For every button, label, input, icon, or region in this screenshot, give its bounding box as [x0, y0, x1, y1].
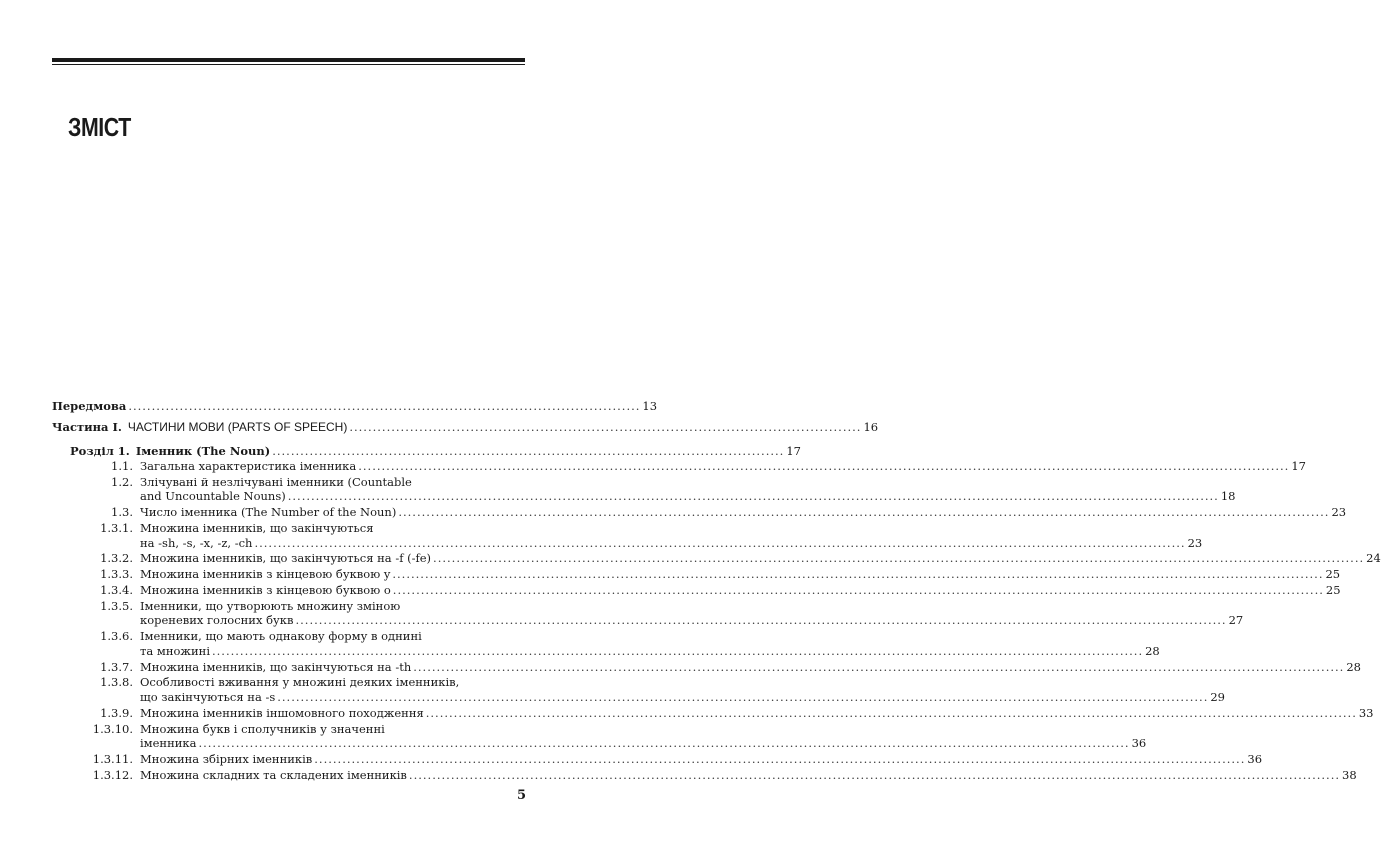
toc-page-number: 16 — [863, 420, 879, 434]
toc-entry-line[interactable] — [0, 752, 1263, 767]
toc-entry-text: та множині — [140, 643, 210, 658]
toc-entry-text: Злічувані й незлічувані іменники (Countable — [140, 474, 412, 489]
dot-leader: ........................................................................................................................................................................................................ — [392, 583, 1324, 597]
toc-entry-line[interactable] — [0, 489, 1236, 504]
toc-part-number: Частина I. — [52, 420, 122, 434]
dot-leader: .............................................................................................................. — [272, 444, 785, 458]
dot-leader: ........................................................................................................................................................................................................ — [398, 505, 1330, 520]
toc-entry-text: and Uncountable Nouns) — [140, 489, 286, 504]
dot-leader: ........................................................................................................................................................................................................ — [408, 767, 1341, 782]
toc-page-number: 28 — [1346, 659, 1361, 674]
toc-entry-line[interactable] — [0, 736, 1147, 751]
toc-page-number: 13 — [642, 399, 658, 413]
dot-leader: ........................................................................................................................................................................................................ — [413, 659, 1345, 674]
toc-entry-part1[interactable] — [0, 420, 879, 435]
toc-page-number: 28 — [1145, 643, 1160, 658]
toc-page-number: 17 — [786, 444, 801, 458]
toc-entry-text: Множина збірних іменників — [140, 752, 313, 766]
toc-entry-text: Множина іменників, що закінчуються на -f (-fe) — [140, 551, 432, 566]
toc-page-number: 17 — [1291, 459, 1306, 473]
toc-entry-line[interactable] — [0, 567, 1341, 582]
toc-entry-number: 1.1. — [111, 459, 133, 473]
toc-entry-line[interactable] — [0, 475, 600, 490]
dot-leader: ........................................................................................................................................................................................................ — [314, 752, 1246, 766]
toc-entry-number: 1.3.3. — [100, 567, 133, 582]
toc-entry-preface[interactable] — [0, 399, 658, 414]
dot-leader: ........................................................................................................................................................................................................ — [392, 567, 1324, 582]
page-title: ЗМІСТ — [68, 112, 131, 142]
toc-page-number: 27 — [1228, 613, 1244, 628]
toc-entry-line[interactable] — [0, 599, 600, 614]
dot-leader: ........................................................................................................................................................................................................ — [212, 643, 1144, 658]
toc-entry-line[interactable] — [0, 459, 1306, 474]
toc-entry-line[interactable] — [0, 722, 600, 737]
toc-entry-text: на -sh, -s, -x, -z, -ch — [140, 535, 253, 550]
dot-leader: .............................................................................................................. — [128, 399, 641, 413]
toc-entry-section1[interactable] — [0, 444, 801, 459]
toc-entry-number: 1.3. — [111, 505, 133, 520]
toc-entry-number: 1.2. — [111, 474, 133, 489]
toc-entry-number: 1.3.9. — [100, 705, 133, 720]
dot-leader: ........................................................................................................................................................................................................ — [198, 736, 1130, 751]
toc-page-number: 23 — [1187, 535, 1203, 550]
toc-entry-line[interactable] — [0, 551, 1381, 566]
toc-entry-line[interactable] — [0, 705, 1374, 721]
toc-page-number: 23 — [1331, 505, 1347, 520]
toc-entry-number: 1.3.6. — [100, 629, 133, 644]
toc-page-number: 25 — [1325, 567, 1341, 582]
dot-leader: ........................................................................................................................................................................................................ — [254, 535, 1186, 550]
toc-entry-line[interactable] — [0, 643, 1160, 659]
toc-entry-text: Множина складних та складених іменників — [140, 767, 407, 782]
toc-entry-line[interactable] — [0, 767, 1357, 783]
toc-entry-line[interactable] — [0, 521, 600, 536]
header-rule-thin — [52, 64, 525, 65]
toc-entry-text: Число іменника (The Number of the Noun) — [140, 505, 397, 520]
toc-page-number: 29 — [1210, 690, 1225, 704]
toc-entry-number: 1.3.1. — [100, 521, 133, 535]
toc-entry-number: 1.3.5. — [100, 598, 133, 613]
toc-entry-number: 1.3.4. — [100, 583, 133, 597]
toc-page-number: 33 — [1358, 705, 1374, 720]
toc-entry-text: що закінчуються на -s — [140, 690, 276, 704]
toc-entry-text: Множина букв і сполучників у значенні — [140, 721, 385, 736]
toc-page-number: 25 — [1325, 583, 1341, 597]
dot-leader: ........................................................................................................................................................................................................ — [277, 690, 1209, 704]
toc-entry-line[interactable] — [0, 659, 1361, 675]
toc-page-number: 36 — [1131, 736, 1147, 751]
toc-entry-text: кореневих голосних букв — [140, 613, 294, 628]
toc-entry-line[interactable] — [0, 505, 1347, 520]
toc-entry-text: Іменник (The Noun) — [135, 444, 271, 458]
toc-entry-line[interactable] — [0, 690, 1225, 705]
toc-entry-text: Передмова — [52, 399, 127, 413]
dot-leader: ........................................................................................................................................................................................................ — [287, 489, 1219, 504]
toc-entry-text: Множина іменників, що закінчуються — [140, 521, 374, 535]
toc-entry-line[interactable] — [0, 629, 600, 644]
toc-entry-number: 1.3.8. — [100, 675, 133, 690]
toc-page-number: 24 — [1366, 551, 1381, 566]
dot-leader: .............................................................................................................. — [349, 420, 862, 434]
dot-leader: ........................................................................................................................................................................................................ — [433, 551, 1365, 566]
toc-entry-number: 1.3.2. — [100, 551, 133, 566]
toc-entry-text: іменника — [140, 736, 197, 751]
dot-leader: ........................................................................................................................................................................................................ — [425, 705, 1357, 720]
toc-entry-text: Іменники, що мають однакову форму в однині — [140, 629, 422, 644]
toc-entry-text: Іменники, що утворюють множину зміною — [140, 598, 401, 613]
toc-entry-text: Множина іменників, що закінчуються на -th — [140, 659, 412, 674]
toc-entry-number: 1.3.7. — [100, 659, 133, 674]
toc-entry-text: Особливості вживання у множині деяких іменників, — [140, 675, 460, 690]
toc-entry-text: ЧАСТИНИ МОВИ (PARTS OF SPEECH) — [127, 420, 348, 434]
toc-page-number: 36 — [1247, 752, 1263, 766]
toc-entry-number: 1.3.11. — [92, 752, 133, 766]
toc-entry-number: 1.3.10. — [92, 721, 133, 736]
toc-section-number: Розділ 1. — [70, 444, 130, 458]
toc-entry-number: 1.3.12. — [92, 767, 133, 782]
toc-entry-line[interactable] — [0, 583, 1341, 598]
toc-entry-text: Множина іменників з кінцевою буквою o — [140, 583, 391, 597]
toc-entry-line[interactable] — [0, 613, 1244, 628]
dot-leader: ........................................................................................................................................................................................................ — [295, 613, 1227, 628]
dot-leader: ........................................................................................................................................................................................................ — [358, 459, 1290, 473]
toc-entry-line[interactable] — [0, 675, 600, 690]
toc-page-number: 38 — [1342, 767, 1357, 782]
toc-entry-text: Множина іменників іншомовного походження — [140, 705, 424, 720]
page-number: 5 — [517, 788, 527, 803]
toc-page-number: 18 — [1220, 489, 1236, 504]
header-rule-thick — [52, 58, 525, 62]
toc-entry-text: Множина іменників з кінцевою буквою y — [140, 567, 391, 582]
toc-entry-line[interactable] — [0, 535, 1203, 551]
toc-entry-text: Загальна характеристика іменника — [140, 459, 357, 473]
